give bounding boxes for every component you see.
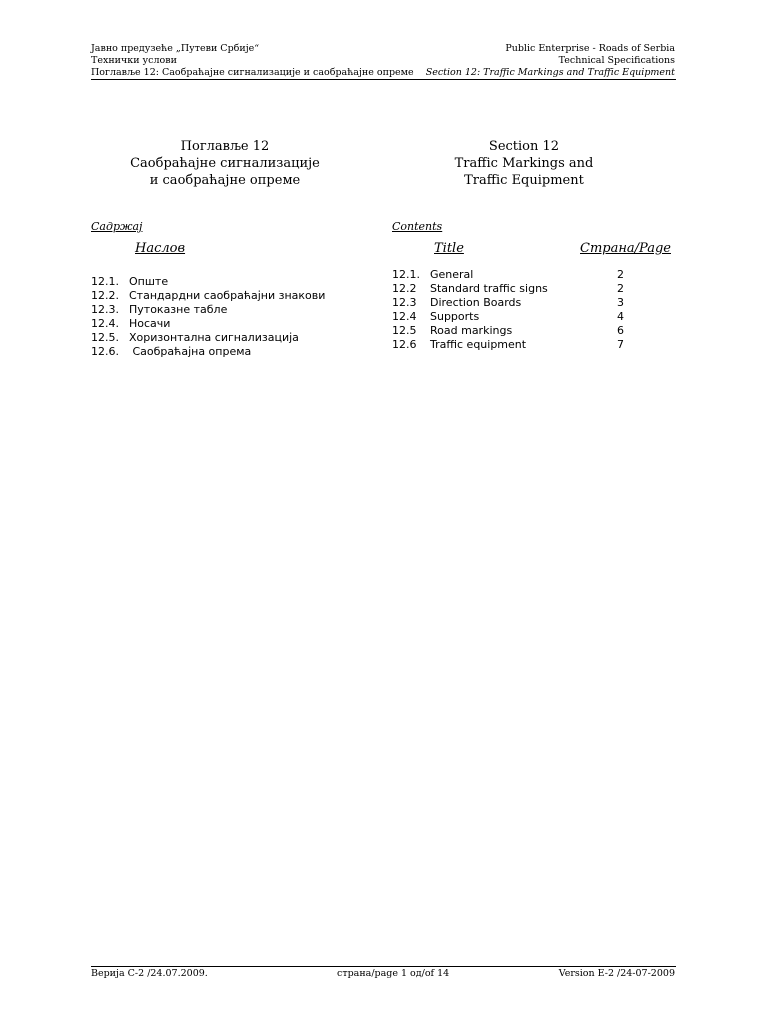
toc-sr-row [91,303,351,317]
toc-en-number: 12.2 [392,282,417,295]
toc-sr-number: 12.4. [91,317,119,330]
title-en-line-3: Traffic Equipment [464,173,584,188]
toc-sr-text: Саобраћајна опрема [129,345,252,358]
title-en-line-2: Traffic Markings and [454,156,594,171]
toc-en [392,268,652,352]
toc-en-text: Standard traffic signs [430,282,548,295]
toc-sr-row [91,345,351,359]
toc-en-text: Traffic equipment [430,338,527,351]
toc-en-text: Road markings [430,324,513,337]
contents-label-en: Contents [392,220,443,233]
toc-sr-number: 12.5. [91,331,119,344]
toc-sr-number: 12.3. [91,303,119,316]
header-org-en: Public Enterprise - Roads of Serbia [505,43,675,54]
title-sr [125,138,325,189]
column-title-sr: Наслов [135,241,186,256]
toc-en-page: 6 [617,324,624,337]
toc-sr [91,275,351,359]
footer-rule [91,966,676,967]
header-section-sr: Поглавље 12: Саобраћајне сигнализације и саобраћајне опреме [91,67,414,78]
toc-sr-text: Путоказне табле [129,303,228,316]
toc-sr-text: Опште [129,275,169,288]
toc-en-page: 4 [617,310,624,323]
toc-en-text: Supports [430,310,480,323]
toc-en-row [392,310,652,324]
column-page: Страна/Page [580,241,671,256]
toc-en-page: 2 [617,282,624,295]
toc-sr-row [91,317,351,331]
footer-version-sr: Верија С-2 /24.07.2009. [91,968,208,979]
toc-sr-number: 12.1. [91,275,119,288]
toc-en-row [392,324,652,338]
header-spec-en: Technical Specifications [558,55,675,66]
toc-en-page: 2 [617,268,624,281]
footer-page-number: страна/page 1 од/of 14 [337,968,450,979]
footer-version-en: Version E-2 /24-07-2009 [558,968,675,979]
toc-en-number: 12.5 [392,324,417,337]
toc-en-text: General [430,268,474,281]
toc-en-page: 3 [617,296,624,309]
toc-en-row [392,296,652,310]
toc-sr-number: 12.6. [91,345,119,358]
toc-en-text: Direction Boards [430,296,522,309]
column-title-en: Title [434,241,464,256]
toc-en-page: 7 [617,338,624,351]
toc-sr-row [91,275,351,289]
title-en [424,138,624,189]
toc-en-number: 12.4 [392,310,417,323]
contents-label-sr: Садржај [91,220,143,233]
toc-en-number: 12.6 [392,338,417,351]
header-left [91,43,414,79]
toc-sr-number: 12.2. [91,289,119,302]
header-section-en: Section 12: Traffic Markings and Traffic Equipment [425,67,675,78]
toc-sr-text: Стандардни саобраћајни знакови [129,289,326,302]
header-spec-sr: Технички услови [91,55,177,66]
toc-sr-row [91,289,351,303]
title-sr-line-1: Поглавље 12 [180,139,270,154]
toc-en-number: 12.1. [392,268,420,281]
toc-sr-text: Носачи [129,317,171,330]
title-sr-line-2: Саобраћајне сигнализације [130,156,320,171]
toc-sr-row [91,331,351,345]
header-rule [91,79,676,80]
toc-en-number: 12.3 [392,296,417,309]
title-sr-line-3: и саобраћајне опреме [149,173,301,188]
header-org-sr: Јавно предузеће „Путеви Србије“ [91,43,260,54]
toc-en-row [392,282,652,296]
toc-en-row [392,268,652,282]
header-right [426,43,675,79]
title-en-line-1: Section 12 [488,139,560,154]
toc-sr-text: Хоризонтална сигнализација [129,331,299,344]
toc-en-row [392,338,652,352]
